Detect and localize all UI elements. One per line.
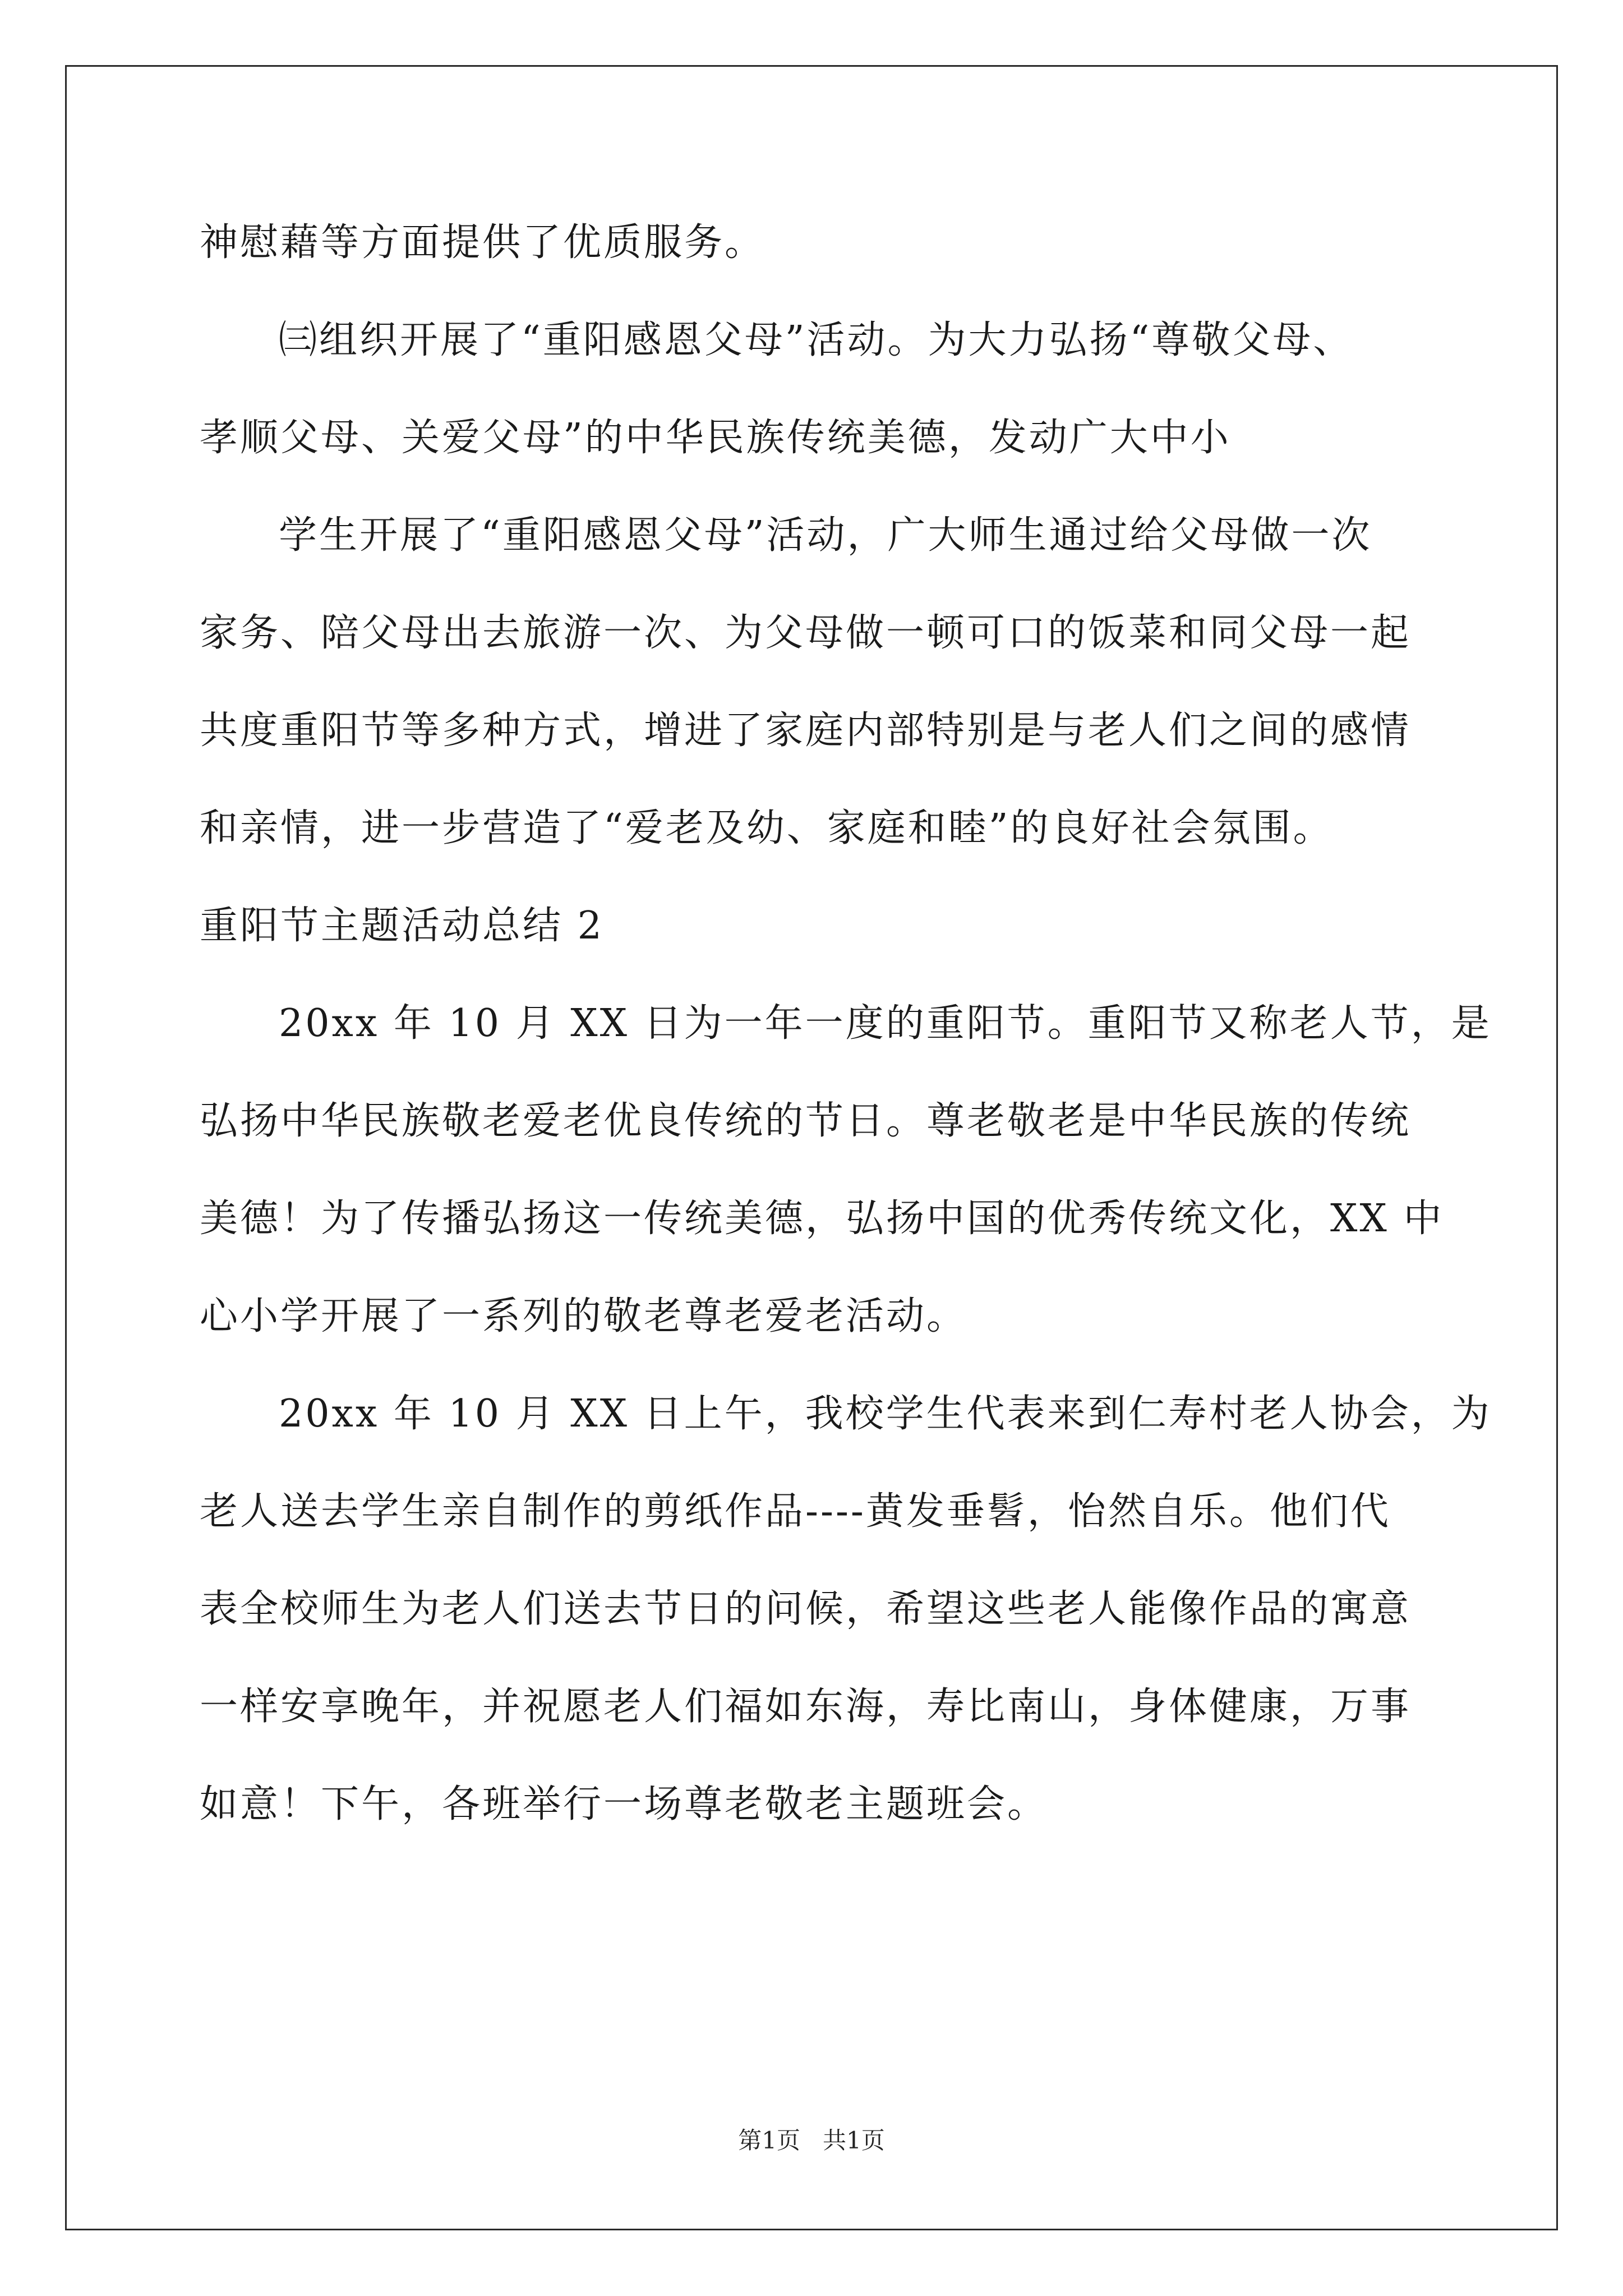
body-text-line: 20xx 年 10 月 XX 日为一年一度的重阳节。重阳节又称老人节，是 <box>279 1001 1492 1046</box>
page-number-footer: 第1页 共1页 <box>738 2127 885 2154</box>
body-text-line: 美德！为了传播弘扬这一传统美德，弘扬中国的优秀传统文化，XX 中 <box>200 1197 1444 1241</box>
body-text-line: 孝顺父母、关爱父母”的中华民族传统美德，发动广大中小 <box>200 416 1231 460</box>
body-text-line: 家务、陪父母出去旅游一次、为父母做一顿可口的饭菜和同父母一起 <box>200 611 1412 655</box>
body-text-line: 共度重阳节等多种方式，增进了家庭内部特别是与老人们之间的感情 <box>200 708 1412 753</box>
body-text-line: 和亲情，进一步营造了“爱老及幼、家庭和睦”的良好社会氛围。 <box>200 806 1334 850</box>
body-text-line: 如意！下午，各班举行一场尊老敬老主题班会。 <box>200 1782 1048 1826</box>
body-text-line: 学生开展了“重阳感恩父母”活动，广大师生通过给父母做一次 <box>279 513 1372 558</box>
body-text-line: 心小学开展了一系列的敬老尊老爱老活动。 <box>200 1294 967 1338</box>
body-text-line: 神慰藉等方面提供了优质服务。 <box>200 220 766 265</box>
body-text-line: 一样安享晚年，并祝愿老人们福如东海，寿比南山，身体健康，万事 <box>200 1685 1412 1729</box>
section-heading: 重阳节主题活动总结 2 <box>200 904 604 948</box>
page-border <box>65 65 1558 2230</box>
body-text-line: 20xx 年 10 月 XX 日上午，我校学生代表来到仁寿村老人协会，为 <box>279 1392 1492 1436</box>
body-text-line: 老人送去学生亲自制作的剪纸作品----黄发垂髫，怡然自乐。他们代 <box>200 1489 1391 1534</box>
body-text-line: 表全校师生为老人们送去节日的问候，希望这些老人能像作品的寓意 <box>200 1587 1412 1631</box>
body-text-line: 弘扬中华民族敬老爱老优良传统的节日。尊老敬老是中华民族的传统 <box>200 1099 1412 1143</box>
body-text-line: ㈢组织开展了“重阳感恩父母”活动。为大力弘扬“尊敬父母、 <box>279 318 1354 362</box>
